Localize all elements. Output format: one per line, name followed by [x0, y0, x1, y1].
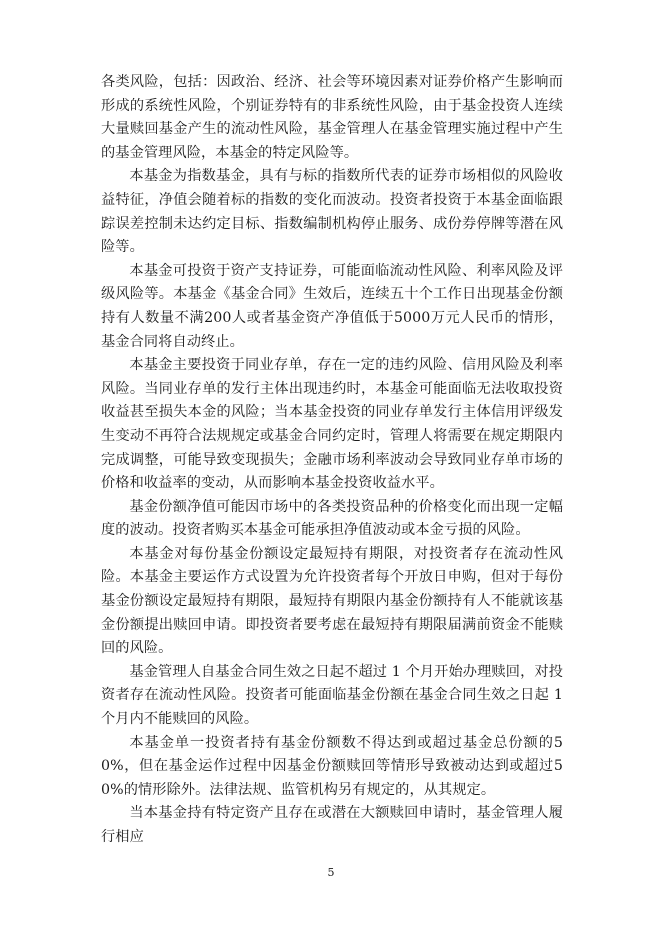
paragraph-holding-period-risk: 本基金对每份基金份额设定最短持有期限，对投资者存在流动性风险。本基金主要运作方式设置为允许投资者每个开放日申购，但对于每份基金份额设定最短持有期限，最短持有期限内基金份额持有人不能就该基金份额提出赎回申请。即投资者要考虑在最短持有期限届满前资金不能赎回的风险。 — [101, 545, 563, 657]
paragraph-ncd-risk: 本基金主要投资于同业存单，存在一定的违约风险、信用风险及利率风险。当同业存单的发行主体出现违约时，本基金可能面临无法收取投资收益甚至损失本金的风险；当本基金投资的同业存单发行主体信用评级发生变动不再符合法规规定或基金合同约定时，管理人将需要在规定期限内完成调整，可能导致变现损失；金融市场利率波动会导致同业存单市场的价格和收益率的变动，从而影响本基金投资收益水平。 — [101, 357, 563, 492]
page-number: 5 — [327, 866, 335, 879]
paragraph-nav-fluctuation: 基金份额净值可能因市场中的各类投资品种的价格变化而出现一定幅度的波动。投资者购买本基金可能承担净值波动或本金亏损的风险。 — [101, 498, 563, 539]
paragraph-single-investor-limit: 本基金单一投资者持有基金份额数不得达到或超过基金总份额的50%，但在基金运作过程中因基金份额赎回等情形导致被动达到或超过50%的情形除外。法律法规、监管机构另有规定的，从其规定。 — [101, 734, 563, 798]
paragraph-special-assets: 当本基金持有特定资产且存在或潜在大额赎回申请时，基金管理人履行相应 — [101, 805, 563, 845]
paragraph-abs-risk: 本基金可投资于资产支持证券，可能面临流动性风险、利率风险及评级风险等。本基金《基金合同》生效后，连续五十个工作日出现基金份额持有人数量不满200人或者基金资产净值低于5000万元人民币的情形，基金合同将自动终止。 — [101, 262, 563, 350]
paragraph-redemption-start: 基金管理人自基金合同生效之日起不超过 1 个月开始办理赎回，对投资者存在流动性风险。投资者可能面临基金份额在基金合同生效之日起 1 个月内不能赎回的风险。 — [101, 663, 563, 728]
paragraph-index-fund-risk: 本基金为指数基金，具有与标的指数所代表的证券市场相似的风险收益特征，净值会随着标的指数的变化而波动。投资者投资于本基金面临跟踪误差控制未达约定目标、指数编制机构停止服务、成份券停牌等潜在风险等。 — [101, 168, 563, 256]
document-body — [101, 71, 563, 850]
paragraph-risk-categories: 各类风险，包括：因政治、经济、社会等环境因素对证券价格产生影响而形成的系统性风险，个别证券特有的非系统性风险，由于基金投资人连续大量赎回基金产生的流动性风险，基金管理人在基金管理实施过程中产生的基金管理风险，本基金的特定风险等。 — [101, 74, 563, 161]
